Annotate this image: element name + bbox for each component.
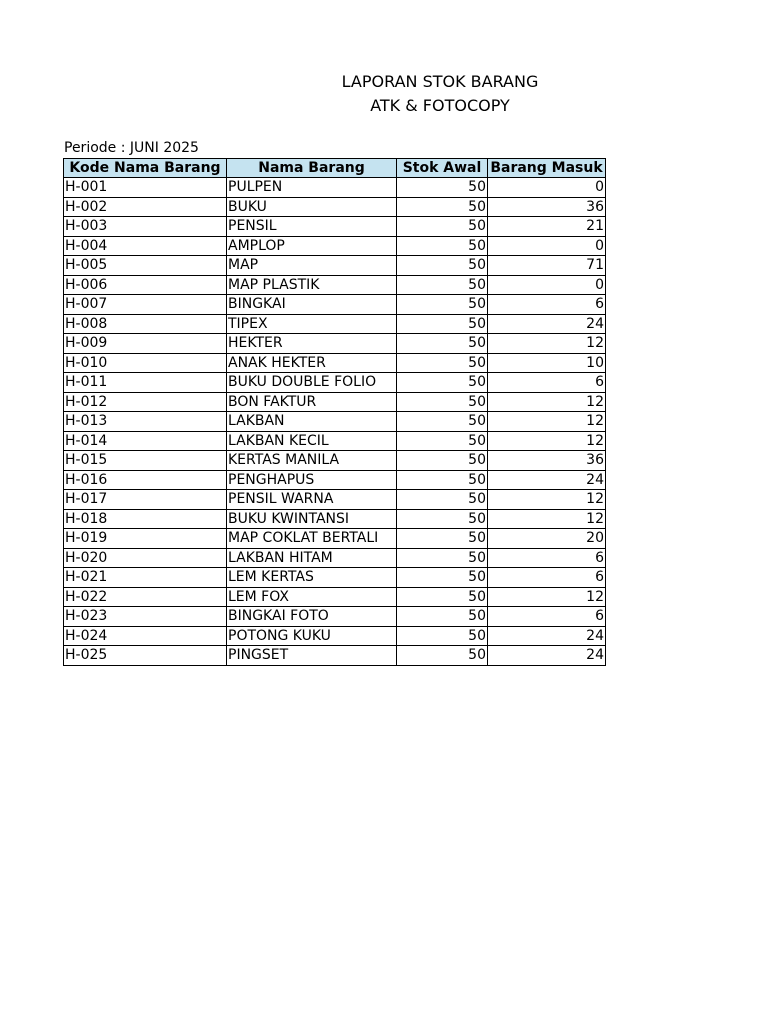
incoming-goods-cell: 24 (488, 314, 606, 334)
item-code-cell: H-007 (64, 295, 227, 315)
item-name-cell: LEM FOX (227, 587, 397, 607)
item-name-cell: PENGHAPUS (227, 470, 397, 490)
table-row (64, 334, 606, 354)
incoming-goods-cell: 20 (488, 529, 606, 549)
incoming-goods-cell: 36 (488, 197, 606, 217)
initial-stock-cell: 50 (397, 568, 488, 588)
initial-stock-cell: 50 (397, 470, 488, 490)
item-name-cell: LEM KERTAS (227, 568, 397, 588)
item-code-cell: H-004 (64, 236, 227, 256)
incoming-goods-cell: 10 (488, 353, 606, 373)
table-row (64, 529, 606, 549)
column-header-incoming-goods: Barang Masuk (488, 159, 606, 178)
incoming-goods-cell: 6 (488, 568, 606, 588)
item-code-cell: H-002 (64, 197, 227, 217)
item-code-cell: H-005 (64, 256, 227, 276)
initial-stock-cell: 50 (397, 178, 488, 198)
item-name-cell: HEKTER (227, 334, 397, 354)
initial-stock-cell: 50 (397, 353, 488, 373)
table-row (64, 275, 606, 295)
table-row (64, 392, 606, 412)
table-row (64, 451, 606, 471)
incoming-goods-cell: 21 (488, 217, 606, 237)
initial-stock-cell: 50 (397, 275, 488, 295)
item-code-cell: H-019 (64, 529, 227, 549)
initial-stock-cell: 50 (397, 197, 488, 217)
incoming-goods-cell: 6 (488, 548, 606, 568)
incoming-goods-cell: 6 (488, 295, 606, 315)
incoming-goods-cell: 24 (488, 626, 606, 646)
column-header-item-name: Nama Barang (227, 159, 397, 178)
item-name-cell: PINGSET (227, 646, 397, 666)
item-code-cell: H-010 (64, 353, 227, 373)
table-row (64, 236, 606, 256)
table-row (64, 431, 606, 451)
initial-stock-cell: 50 (397, 431, 488, 451)
initial-stock-cell: 50 (397, 236, 488, 256)
initial-stock-cell: 50 (397, 451, 488, 471)
initial-stock-cell: 50 (397, 626, 488, 646)
column-header-initial-stock: Stok Awal (397, 159, 488, 178)
table-row (64, 295, 606, 315)
item-name-cell: POTONG KUKU (227, 626, 397, 646)
incoming-goods-cell: 12 (488, 587, 606, 607)
incoming-goods-cell: 12 (488, 431, 606, 451)
initial-stock-cell: 50 (397, 607, 488, 627)
table-row (64, 490, 606, 510)
table-row (64, 646, 606, 666)
item-code-cell: H-014 (64, 431, 227, 451)
item-code-cell: H-017 (64, 490, 227, 510)
initial-stock-cell: 50 (397, 548, 488, 568)
item-code-cell: H-015 (64, 451, 227, 471)
incoming-goods-cell: 24 (488, 470, 606, 490)
incoming-goods-cell: 12 (488, 334, 606, 354)
item-name-cell: PENSIL WARNA (227, 490, 397, 510)
initial-stock-cell: 50 (397, 334, 488, 354)
item-code-cell: H-006 (64, 275, 227, 295)
item-name-cell: LAKBAN (227, 412, 397, 432)
incoming-goods-cell: 0 (488, 178, 606, 198)
table-row (64, 314, 606, 334)
item-code-cell: H-003 (64, 217, 227, 237)
table-row (64, 509, 606, 529)
item-name-cell: MAP PLASTIK (227, 275, 397, 295)
stock-table-header (64, 159, 606, 178)
incoming-goods-cell: 12 (488, 490, 606, 510)
incoming-goods-cell: 12 (488, 392, 606, 412)
item-name-cell: BON FAKTUR (227, 392, 397, 412)
table-row (64, 197, 606, 217)
initial-stock-cell: 50 (397, 392, 488, 412)
table-row (64, 587, 606, 607)
item-code-cell: H-022 (64, 587, 227, 607)
table-row (64, 353, 606, 373)
table-row (64, 178, 606, 198)
item-code-cell: H-025 (64, 646, 227, 666)
incoming-goods-cell: 12 (488, 412, 606, 432)
incoming-goods-cell: 24 (488, 646, 606, 666)
report-period: Periode : JUNI 2025 (64, 140, 199, 156)
initial-stock-cell: 50 (397, 412, 488, 432)
initial-stock-cell: 50 (397, 314, 488, 334)
initial-stock-cell: 50 (397, 587, 488, 607)
item-name-cell: BUKU KWINTANSI (227, 509, 397, 529)
incoming-goods-cell: 12 (488, 509, 606, 529)
item-name-cell: MAP (227, 256, 397, 276)
table-row (64, 607, 606, 627)
item-name-cell: ANAK HEKTER (227, 353, 397, 373)
item-code-cell: H-018 (64, 509, 227, 529)
item-code-cell: H-009 (64, 334, 227, 354)
report-title: LAPORAN STOK BARANG (341, 72, 539, 91)
item-code-cell: H-020 (64, 548, 227, 568)
table-row (64, 412, 606, 432)
item-code-cell: H-016 (64, 470, 227, 490)
item-code-cell: H-023 (64, 607, 227, 627)
stock-table (63, 158, 606, 666)
item-name-cell: PENSIL (227, 217, 397, 237)
table-row (64, 256, 606, 276)
item-code-cell: H-001 (64, 178, 227, 198)
initial-stock-cell: 50 (397, 490, 488, 510)
initial-stock-cell: 50 (397, 295, 488, 315)
item-name-cell: BUKU (227, 197, 397, 217)
column-header-item-code: Kode Nama Barang (64, 159, 227, 178)
item-name-cell: KERTAS MANILA (227, 451, 397, 471)
initial-stock-cell: 50 (397, 509, 488, 529)
stock-table-body (64, 178, 606, 666)
item-name-cell: LAKBAN HITAM (227, 548, 397, 568)
table-row (64, 548, 606, 568)
item-code-cell: H-024 (64, 626, 227, 646)
item-name-cell: MAP COKLAT BERTALI (227, 529, 397, 549)
item-name-cell: BINGKAI FOTO (227, 607, 397, 627)
table-row (64, 217, 606, 237)
initial-stock-cell: 50 (397, 373, 488, 393)
initial-stock-cell: 50 (397, 646, 488, 666)
initial-stock-cell: 50 (397, 256, 488, 276)
table-row (64, 568, 606, 588)
incoming-goods-cell: 0 (488, 275, 606, 295)
item-name-cell: BINGKAI (227, 295, 397, 315)
item-code-cell: H-021 (64, 568, 227, 588)
incoming-goods-cell: 6 (488, 607, 606, 627)
table-row (64, 626, 606, 646)
item-code-cell: H-012 (64, 392, 227, 412)
incoming-goods-cell: 6 (488, 373, 606, 393)
item-name-cell: LAKBAN KECIL (227, 431, 397, 451)
report-subtitle: ATK & FOTOCOPY (370, 96, 510, 115)
item-code-cell: H-008 (64, 314, 227, 334)
table-row (64, 470, 606, 490)
item-name-cell: TIPEX (227, 314, 397, 334)
initial-stock-cell: 50 (397, 529, 488, 549)
item-name-cell: PULPEN (227, 178, 397, 198)
incoming-goods-cell: 71 (488, 256, 606, 276)
item-name-cell: AMPLOP (227, 236, 397, 256)
table-row (64, 373, 606, 393)
incoming-goods-cell: 0 (488, 236, 606, 256)
incoming-goods-cell: 36 (488, 451, 606, 471)
header-row (64, 159, 606, 178)
item-code-cell: H-011 (64, 373, 227, 393)
initial-stock-cell: 50 (397, 217, 488, 237)
item-code-cell: H-013 (64, 412, 227, 432)
item-name-cell: BUKU DOUBLE FOLIO (227, 373, 397, 393)
